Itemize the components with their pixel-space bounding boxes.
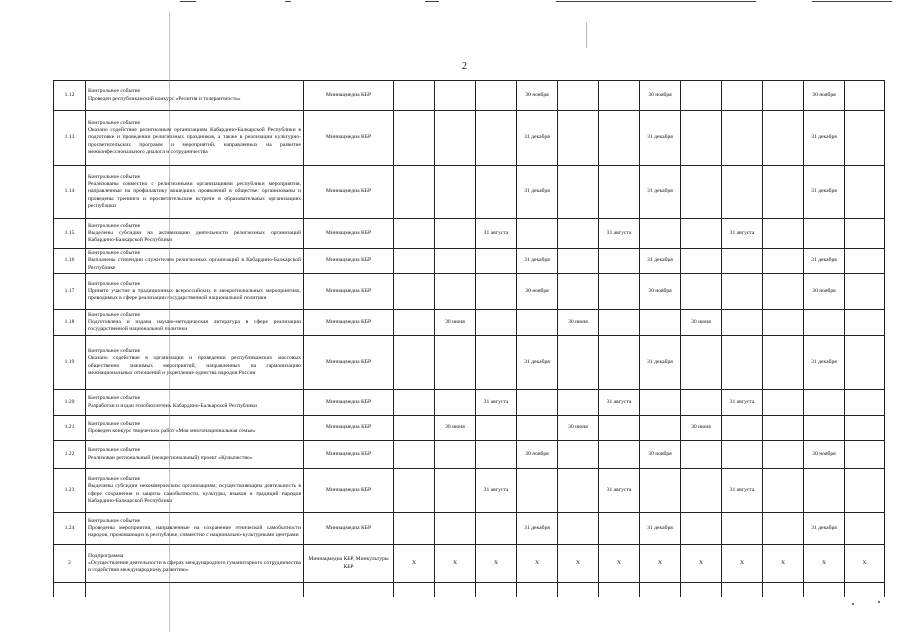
executor: Миннацмедиа КБР (304, 166, 394, 219)
deadline-cell (476, 111, 517, 166)
deadline-cell: Х (681, 545, 722, 583)
scan-artifact-line (586, 22, 587, 48)
deadline-cell (558, 390, 599, 416)
deadline-cell (558, 336, 599, 390)
table-row (54, 249, 885, 274)
deadline-cell: Х (476, 545, 517, 583)
deadline-cell (804, 310, 845, 336)
empty-cell (435, 583, 476, 597)
deadline-cell (681, 513, 722, 545)
deadline-cell (394, 310, 435, 336)
event-text: Проведен конкурс творческих работ «Моя многонациональная семья» (88, 428, 256, 434)
event-description (86, 416, 304, 441)
event-text: Проведен республиканский конкурс «Религия и толерантность» (88, 95, 241, 102)
deadline-cell: 30 ноября (804, 441, 845, 469)
deadline-cell (558, 81, 599, 111)
event-text: Проведены мероприятия, направленные на сохранение этнической самобытности народов, проживающих в республике, совместно с национально-культурными центрами (88, 524, 301, 539)
deadline-cell (722, 513, 763, 545)
empty-cell (722, 583, 763, 597)
deadline-cell: Х (804, 545, 845, 583)
deadline-cell: 30 ноября (640, 441, 681, 469)
event-label: Контрольное событие (88, 476, 141, 483)
deadline-cell (599, 416, 640, 441)
deadline-cell (681, 111, 722, 166)
deadline-cell: Х (558, 545, 599, 583)
event-description (86, 111, 304, 166)
deadline-cell (558, 441, 599, 469)
event-text: Реализован региональный (межрегиональный) проект «Кунычество» (88, 454, 253, 461)
deadline-cell: 31 августа (476, 469, 517, 513)
table-row (54, 310, 885, 336)
deadline-cell: Х (517, 545, 558, 583)
deadline-cell (845, 310, 885, 336)
table-row (54, 469, 885, 513)
deadline-cell (476, 513, 517, 545)
executor: Миннацмедиа КБР (304, 390, 394, 416)
deadline-cell: Х (394, 545, 435, 583)
row-number: 1.14 (54, 166, 86, 219)
deadline-cell: 31 декабря (640, 111, 681, 166)
deadline-cell (394, 441, 435, 469)
deadline-cell: Х (722, 545, 763, 583)
deadline-cell (394, 166, 435, 219)
deadline-cell (681, 219, 722, 249)
deadline-cell (722, 249, 763, 274)
event-text: Принято участие в традиционных всероссийских и межрегиональных мероприятиях, проводимых в сфере реализации государственной национальной политики (88, 287, 301, 302)
deadline-cell (517, 310, 558, 336)
deadline-cell (476, 249, 517, 274)
deadline-cell (476, 81, 517, 111)
deadline-cell (476, 274, 517, 310)
deadline-cell (394, 81, 435, 111)
scan-speck (878, 601, 880, 603)
deadline-cell (804, 469, 845, 513)
deadline-cell (599, 310, 640, 336)
deadline-cell (763, 219, 804, 249)
deadline-cell (517, 390, 558, 416)
deadline-cell (763, 390, 804, 416)
deadline-cell (599, 111, 640, 166)
deadline-cell: 31 августа (722, 469, 763, 513)
deadline-cell: Х (435, 545, 476, 583)
empty-cell (517, 583, 558, 597)
event-label: Контрольное событие (88, 447, 141, 454)
deadline-cell: 31 августа (599, 469, 640, 513)
deadline-cell (394, 274, 435, 310)
deadline-cell (763, 166, 804, 219)
event-label: Контрольное событие (88, 88, 141, 95)
deadline-cell (845, 219, 885, 249)
deadline-cell (558, 249, 599, 274)
event-label: Контрольное событие (88, 517, 141, 524)
executor: Миннацмедиа КБР, Минкультуры КБР (304, 545, 394, 583)
event-description (86, 219, 304, 249)
deadline-cell (722, 441, 763, 469)
deadline-cell: 31 августа (476, 219, 517, 249)
empty-cell (394, 583, 435, 597)
event-text: Реализованы совместно с религиозными организациями республики мероприятия, направленные на профилактику вошедших проявлений в обществе: организованы и проведены тренинги и просветительские встречи в образовательных организациях республики (88, 181, 301, 209)
deadline-cell: 31 августа (722, 390, 763, 416)
deadline-cell (804, 219, 845, 249)
deadline-cell (558, 166, 599, 219)
deadline-cell (435, 81, 476, 111)
deadline-cell (845, 390, 885, 416)
deadline-cell (681, 249, 722, 274)
empty-cell (558, 583, 599, 597)
deadline-cell (763, 274, 804, 310)
event-description (86, 310, 304, 336)
deadline-cell (722, 416, 763, 441)
deadline-cell: Х (599, 545, 640, 583)
deadline-cell (681, 441, 722, 469)
event-text: «Осуществление деятельности в сферах международного гуманитарного сотрудничества и содействия международному развитию» (88, 559, 301, 574)
deadline-cell (640, 219, 681, 249)
event-description (86, 166, 304, 219)
deadline-cell (394, 390, 435, 416)
deadline-cell (394, 469, 435, 513)
empty-cell (476, 583, 517, 597)
event-description (86, 274, 304, 310)
executor: Миннацмедиа КБР (304, 469, 394, 513)
deadline-cell (394, 249, 435, 274)
deadline-cell (558, 513, 599, 545)
deadline-cell (517, 219, 558, 249)
deadline-cell (435, 336, 476, 390)
deadline-cell: Х (845, 545, 885, 583)
deadline-cell (722, 81, 763, 111)
deadline-cell (804, 416, 845, 441)
event-label: Контрольное событие (88, 311, 141, 318)
table-row (54, 545, 885, 583)
deadline-cell (845, 441, 885, 469)
deadline-cell (722, 111, 763, 166)
deadline-cell (845, 111, 885, 166)
page-number: 2 (462, 61, 467, 72)
row-number: 1.15 (54, 219, 86, 249)
table-row (54, 390, 885, 416)
deadline-cell: 30 июня (681, 416, 722, 441)
deadline-cell: 31 декабря (517, 249, 558, 274)
deadline-cell (763, 81, 804, 111)
executor: Миннацмедиа КБР (304, 513, 394, 545)
deadline-cell: 31 декабря (804, 111, 845, 166)
table-row (54, 441, 885, 469)
empty-cell (86, 583, 304, 597)
deadline-cell (763, 469, 804, 513)
deadline-cell (722, 336, 763, 390)
row-number: 1.12 (54, 81, 86, 111)
event-label: Подпрограмма (88, 552, 124, 559)
deadline-cell (640, 416, 681, 441)
deadline-cell (435, 441, 476, 469)
scan-artifact-line (169, 12, 170, 632)
deadline-cell (722, 166, 763, 219)
deadline-cell (722, 310, 763, 336)
deadline-cell (640, 310, 681, 336)
deadline-cell (681, 336, 722, 390)
deadline-cell (599, 441, 640, 469)
deadline-cell: Х (763, 545, 804, 583)
empty-cell (763, 583, 804, 597)
deadline-cell (763, 249, 804, 274)
deadline-cell: 30 ноября (517, 274, 558, 310)
deadline-cell (804, 390, 845, 416)
deadline-cell: 30 ноября (804, 81, 845, 111)
row-number: 1.21 (54, 416, 86, 441)
deadline-cell (517, 416, 558, 441)
empty-cell (681, 583, 722, 597)
deadline-cell: 30 ноября (640, 274, 681, 310)
deadline-cell (599, 513, 640, 545)
deadline-cell (476, 310, 517, 336)
row-number: 1.13 (54, 111, 86, 166)
deadline-cell: 31 августа (476, 390, 517, 416)
deadline-cell (435, 390, 476, 416)
event-description (86, 469, 304, 513)
deadline-cell (394, 513, 435, 545)
deadline-cell: 31 декабря (804, 249, 845, 274)
deadline-cell (435, 513, 476, 545)
event-label: Контрольное событие (88, 280, 141, 287)
deadline-cell: 30 июня (435, 310, 476, 336)
deadline-cell (845, 513, 885, 545)
event-text: Разработан и издан этнобюллетень Кабардино-Балкарской Республики (88, 402, 258, 409)
deadline-cell: 31 декабря (804, 513, 845, 545)
deadline-cell (558, 219, 599, 249)
executor: Миннацмедиа КБР (304, 249, 394, 274)
event-text: Оказано содействие в организации и проведении республиканских массовых общественно значимых мероприятий, направленных на гармонизацию межнациональных отношений и укрепление единства народов России (88, 355, 301, 376)
plan-table (53, 80, 885, 597)
event-label: Контрольное событие (88, 395, 141, 402)
deadline-cell (435, 219, 476, 249)
deadline-cell (435, 166, 476, 219)
deadline-cell (845, 274, 885, 310)
deadline-cell: 31 декабря (804, 166, 845, 219)
table-row (54, 81, 885, 111)
deadline-cell: 31 августа (599, 390, 640, 416)
table-row (54, 219, 885, 249)
event-label: Контрольное событие (88, 250, 141, 257)
deadline-cell: 30 июня (558, 416, 599, 441)
deadline-cell (763, 513, 804, 545)
event-description (86, 249, 304, 274)
deadline-cell (845, 336, 885, 390)
event-description (86, 390, 304, 416)
deadline-cell (599, 336, 640, 390)
event-text: Выделены субсидии некоммерческим организациям, осуществляющим деятельность в сфере сохранения и защиты самобытности, культуры, языков и традиций народов Кабардино-Балкарской Республики (88, 483, 301, 504)
event-text: Подготовлена и издана научно-методическая литература в сфере реализации государственной национальной политики (88, 318, 301, 333)
deadline-cell (845, 469, 885, 513)
deadline-cell: 31 декабря (517, 513, 558, 545)
deadline-cell: 31 декабря (517, 336, 558, 390)
deadline-cell: 31 августа (722, 219, 763, 249)
deadline-cell (845, 166, 885, 219)
deadline-cell (599, 81, 640, 111)
deadline-cell: 31 декабря (804, 336, 845, 390)
deadline-cell (394, 219, 435, 249)
deadline-cell (640, 390, 681, 416)
executor: Миннацмедиа КБР (304, 219, 394, 249)
row-number: 1.23 (54, 469, 86, 513)
deadline-cell (763, 310, 804, 336)
deadline-cell (476, 416, 517, 441)
executor: Миннацмедиа КБР (304, 310, 394, 336)
deadline-cell (476, 336, 517, 390)
deadline-cell (394, 416, 435, 441)
deadline-cell (394, 336, 435, 390)
deadline-cell: Х (640, 545, 681, 583)
row-number: 1.18 (54, 310, 86, 336)
deadline-cell (558, 274, 599, 310)
event-text: Выделены субсидии на активизацию деятельности религиозных организаций Кабардино-Балкарской Республики (88, 229, 301, 244)
deadline-cell (681, 166, 722, 219)
row-number: 1.22 (54, 441, 86, 469)
deadline-cell (435, 111, 476, 166)
deadline-cell (599, 274, 640, 310)
deadline-cell: 31 декабря (640, 166, 681, 219)
deadline-cell (599, 166, 640, 219)
row-number: 1.16 (54, 249, 86, 274)
table-row (54, 416, 885, 441)
deadline-cell (845, 416, 885, 441)
deadline-cell (435, 469, 476, 513)
deadline-cell (394, 111, 435, 166)
table-row (54, 583, 885, 597)
deadline-cell (476, 441, 517, 469)
empty-cell (845, 583, 885, 597)
event-label: Контрольное событие (88, 119, 141, 126)
event-description (86, 81, 304, 111)
deadline-cell (722, 274, 763, 310)
deadline-cell (435, 274, 476, 310)
executor: Миннацмедиа КБР (304, 111, 394, 166)
table-row (54, 336, 885, 390)
deadline-cell (681, 390, 722, 416)
executor: Миннацмедиа КБР (304, 336, 394, 390)
deadline-cell (558, 111, 599, 166)
executor: Миннацмедиа КБР (304, 81, 394, 111)
deadline-cell (763, 416, 804, 441)
table-row (54, 111, 885, 166)
row-number: 1.24 (54, 513, 86, 545)
empty-cell (599, 583, 640, 597)
deadline-cell (640, 469, 681, 513)
deadline-cell: 31 декабря (640, 249, 681, 274)
table-row (54, 166, 885, 219)
deadline-cell: 30 ноября (804, 274, 845, 310)
event-label: Контрольное событие (88, 222, 141, 229)
row-number: 2 (54, 545, 86, 583)
executor: Миннацмедиа КБР (304, 416, 394, 441)
table-row (54, 513, 885, 545)
deadline-cell: 30 ноября (640, 81, 681, 111)
event-description (86, 336, 304, 390)
empty-cell (804, 583, 845, 597)
deadline-cell (681, 469, 722, 513)
deadline-cell (763, 336, 804, 390)
empty-cell (304, 583, 394, 597)
event-description (86, 513, 304, 545)
deadline-cell: 30 ноября (517, 441, 558, 469)
table-row (54, 274, 885, 310)
executor: Миннацмедиа КБР (304, 274, 394, 310)
deadline-cell: 30 июня (435, 416, 476, 441)
row-number: 1.19 (54, 336, 86, 390)
deadline-cell: 30 ноября (517, 81, 558, 111)
row-number: 1.17 (54, 274, 86, 310)
empty-cell (54, 583, 86, 597)
deadline-cell: 31 декабря (517, 111, 558, 166)
event-label: Контрольное событие (88, 420, 141, 427)
event-description (86, 441, 304, 469)
deadline-cell (681, 274, 722, 310)
deadline-cell: 31 декабря (640, 513, 681, 545)
deadline-cell (845, 81, 885, 111)
deadline-cell: 30 июня (558, 310, 599, 336)
deadline-cell (558, 469, 599, 513)
deadline-cell: 31 августа (599, 219, 640, 249)
deadline-cell: 30 июня (681, 310, 722, 336)
deadline-cell (763, 441, 804, 469)
event-label: Контрольное событие (88, 173, 141, 180)
event-text: Выплачены стипендии служителям религиозных организаций в Кабардино-Балкарской Республике (88, 257, 301, 271)
row-number: 1.20 (54, 390, 86, 416)
event-description (86, 545, 304, 583)
event-text: Оказано содействие религиозным организациям Кабардино-Балкарской Республики в подготовке и проведении религиозных праздников, а также в реализации культурно-просветительских программ и мероприятий, направленных на развитие межконфессионального диалога и сотрудничества (88, 127, 301, 155)
deadline-cell (517, 469, 558, 513)
deadline-cell (681, 81, 722, 111)
executor: Миннацмедиа КБР (304, 441, 394, 469)
deadline-cell: 31 декабря (517, 166, 558, 219)
scan-top-marks (0, 0, 905, 6)
deadline-cell (476, 166, 517, 219)
scan-speck (852, 603, 854, 605)
deadline-cell (599, 249, 640, 274)
deadline-cell (845, 249, 885, 274)
empty-cell (640, 583, 681, 597)
deadline-cell (435, 249, 476, 274)
deadline-cell: 31 декабря (640, 336, 681, 390)
deadline-cell (763, 111, 804, 166)
event-label: Контрольное событие (88, 348, 141, 355)
